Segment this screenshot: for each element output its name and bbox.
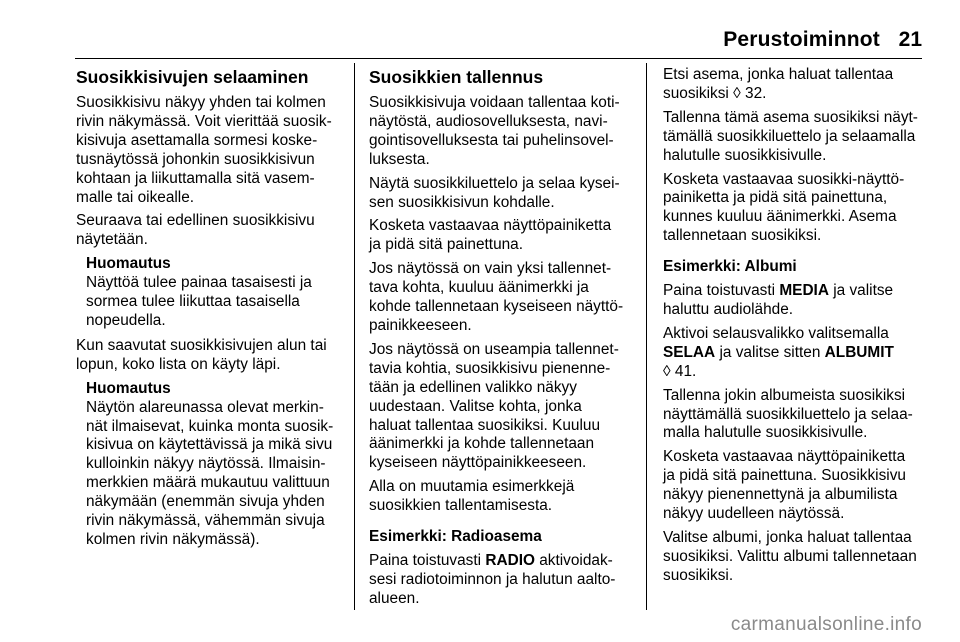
note-text: Näytön alareunassa olevat merkin- nät ilmaisevat, kuinka monta suosik- kisivua on käytettävissä ja mikä sivu kulloinkin näkyy näytössä. Ilmaisin- merkkien määrä mukautuu valittuun näkymään (enemmän sivuja yhden rivin näkymässä, vähemmän sivuja kolmen rivin näkymässä). <box>86 398 334 548</box>
paragraph <box>663 325 927 382</box>
paragraph: Tallenna tämä asema suosikiksi näyt- tämällä suosikkiluettelo ja selaamalla halutulle suosikkisivulle. <box>663 108 918 164</box>
paragraph <box>369 552 637 609</box>
note-box <box>86 255 346 331</box>
page-header <box>0 0 960 60</box>
paragraph: Seuraava tai edellinen suosikkisivu näytetään. <box>76 212 315 249</box>
paragraph: Kun saavutat suosikkisivujen alun tai lopun, koko lista on käyty läpi. <box>76 336 327 373</box>
note-title: Huomautus <box>86 255 171 273</box>
column-middle <box>369 66 637 614</box>
column-left <box>76 66 346 556</box>
text-run: ja valitse sitten <box>715 343 825 361</box>
header-divider <box>75 58 922 59</box>
paragraph <box>663 282 927 320</box>
media-key-label: MEDIA <box>779 282 829 300</box>
paragraph: Tallenna jokin albumeista suosikiksi näyttämällä suosikkiluettelo ja selaa- malla halutulle suosikkisivulle. <box>663 386 913 442</box>
text-run: Paina toistuvasti <box>369 551 486 569</box>
paragraph: Suosikkisivuja voidaan tallentaa koti- näytöstä, audiosovelluksesta, navi- gointisovelluksesta tai puhelinsovel- luksesta. <box>369 94 620 168</box>
radio-key-label: RADIO <box>485 551 535 569</box>
example-heading-radio: Esimerkki: Radioasema <box>369 528 542 546</box>
paragraph: Valitse albumi, jonka haluat tallentaa suosikiksi. Valittu albumi tallennetaan suosikiksi. <box>663 528 917 584</box>
text-run: ◊ 41. <box>663 362 697 380</box>
text-run: Aktivoi selausvalikko valitsemalla <box>663 324 889 342</box>
paragraph: Kosketa vastaavaa suosikki-näyttö- painiketta ja pidä sitä painettuna, kunnes kuuluu äänimerkki. Asema tallennetaan suosikiksi. <box>663 170 905 245</box>
note-box <box>86 380 346 550</box>
paragraph: Näytä suosikkiluettelo ja selaa kysei- sen suosikkisivun kohdalle. <box>369 174 620 211</box>
paragraph: Kosketa vastaavaa näyttöpainiketta ja pidä sitä painettuna. <box>369 217 612 254</box>
section-heading-saving: Suosikkien tallennus <box>369 67 544 87</box>
page-title: Perustoiminnot <box>723 28 880 51</box>
column-divider-2 <box>646 63 647 610</box>
column-divider-1 <box>354 63 355 610</box>
column-right <box>663 66 927 591</box>
paragraph: Jos näytössä on useampia tallennet- tavia kohtia, suosikkisivu pienenne- tään ja edellinen valikko näkyy uudestaan. Valitse kohta, jonka haluat tallentaa suosikiksi. Kuuluu äänimerkki ja kohde tallennetaan kyseiseen näyttöpainikkeeseen. <box>369 340 619 472</box>
albums-key-label: ALBUMIT <box>824 343 894 361</box>
paragraph: Etsi asema, jonka haluat tallentaa suosikiksi ◊ 32. <box>663 66 894 102</box>
section-heading-browsing: Suosikkisivujen selaaminen <box>76 67 309 87</box>
text-run: Paina toistuvasti <box>663 282 780 300</box>
paragraph: Jos näytössä on vain yksi tallennet- tava kohta, kuuluu äänimerkki ja kohde tallennetaan kyseiseen näyttö- painikkeeseen. <box>369 260 624 334</box>
paragraph: Suosikkisivu näkyy yhden tai kolmen rivin näkymässä. Voit vierittää suosik- kisivuja asettamalla sormesi koske- tusnäytössä johonkin suosikkisivun kohtaan ja liikuttamalla sitä vasem- malle tai oikealle. <box>76 94 332 206</box>
paragraph: Alla on muutamia esimerkkejä suosikkien tallentamisesta. <box>369 478 575 515</box>
note-title: Huomautus <box>86 379 171 397</box>
page-number: 21 <box>898 28 922 51</box>
paragraph: Kosketa vastaavaa näyttöpainiketta ja pidä sitä painettuna. Suosikkisivu näkyy pienennettynä ja albumilista näkyy uudelleen näytössä. <box>663 448 906 523</box>
note-text: Näyttöä tulee painaa tasaisesti ja sormea tulee liikuttaa tasaisella nopeudella. <box>86 274 312 329</box>
example-heading-album: Esimerkki: Albumi <box>663 258 797 276</box>
text-run: aktivoidak- sesi radiotoiminnon ja halutun aalto- alueen. <box>369 551 616 607</box>
browse-key-label: SELAA <box>663 343 716 361</box>
text-run: ja valitse haluttu audiolähde. <box>663 282 894 318</box>
watermark-text: carmanualsonline.info <box>730 614 922 635</box>
